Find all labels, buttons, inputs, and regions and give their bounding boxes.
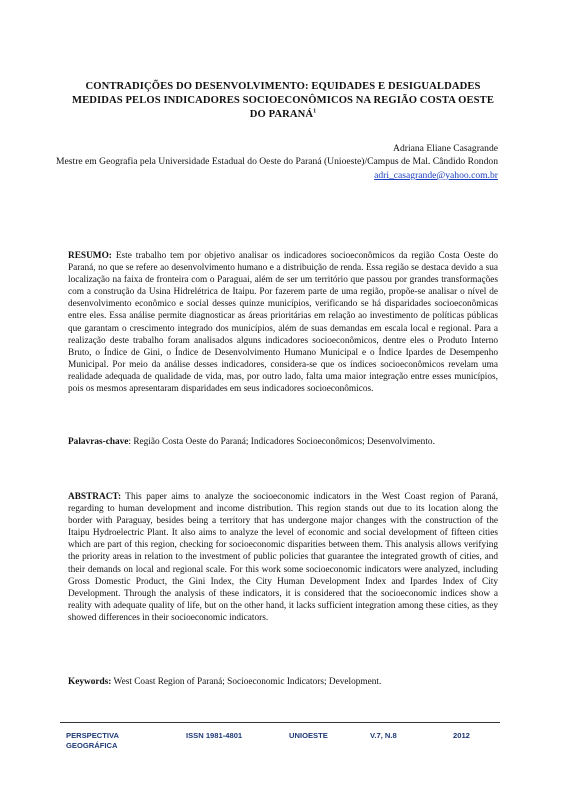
resumo-label: RESUMO:	[68, 251, 112, 261]
author-block	[40, 142, 498, 182]
palavras-chave-text: : Região Costa Oeste do Paraná; Indicadores Socioeconômicos; Desenvolvimento.	[128, 437, 435, 447]
footer-university: UNIOESTE	[289, 731, 328, 740]
author-name: Adriana Eliane Casagrande	[393, 143, 498, 154]
palavras-chave-paragraph	[68, 436, 498, 448]
abstract-paragraph	[68, 491, 498, 624]
resumo-paragraph	[68, 250, 498, 395]
palavras-chave-label: Palavras-chave	[68, 437, 129, 447]
footer-issn: ISSN 1981-4801	[186, 731, 243, 740]
resumo-text: Este trabalho tem por objetivo analisar os indicadores socioeconômicos da região Costa Oeste do Paraná, no que se refere ao desenvolvimento humano e a distribuição de renda. Essa região se destaca devido a sua localização na faixa de fronteira com o Paraguai, além de ser um território que passou por grandes transformações com a construção da Usina Hidrelétrica de Itaipu. Por fazerem parte de uma região, propõe-se analisar o nível de desenvolvimento econômico e social desses quinze municípios, verificando se há disparidades socioeconômicas entre eles. Essa análise permite diagnosticar as áreas prioritárias em relação ao investimento de políticas públicas que garantam o crescimento integrado dos municípios, além de suas demandas em escala local e regional. Para a realização deste trabalho foram analisados alguns indicadores socioeconômicos, dentre eles o Produto Interno Bruto, o Índice de Gini, o Índice de Desenvolvimento Humano Municipal e o Índice Ipardes de Desempenho Municipal. Por meio da análise desses indicadores, considera-se que os índices socioeconômicos revelam uma realidade adequada de qualidade de vida, mas, por outro lado, falta uma maior integração entre esses municípios, pois os mesmos apresentaram disparidades em seus indicadores socioeconômicos.	[68, 251, 498, 395]
author-email-link[interactable]: adri_casagrande@yahoo.com.br	[374, 169, 498, 181]
abstract-label: ABSTRACT:	[68, 492, 122, 502]
paper-title	[70, 80, 496, 122]
keywords-label: Keywords:	[68, 677, 112, 687]
title-footnote-mark: 1	[313, 108, 317, 115]
author-affiliation: Mestre em Geografia pela Universidade Estadual do Oeste do Paraná (Unioeste)/Campus de Mal. Cândido Rondon	[56, 156, 498, 168]
abstract-text: This paper aims to analyze the socioeconomic indicators in the West Coast region of Paraná, regarding to human development and income distribution. This region stands out due to its location along the border with Paraguay, besides being a territory that has undergone major changes with the construction of the Itaipu Hydroelectric Plant. It also aims to analyze the level of economic and social development of fifteen cities which are part of this region, checking for socioeconomic disparities between them. This analysis allows verifying the priority areas in relation to the investment of public policies that guarantee the integrated growth of cities, and their demands on local and regional scale. For this work some socioeconomic indicators were analyzed, including Gross Domestic Product, the Gini Index, the City Human Development Index and Ipardes Index of City Development. Through the analysis of these indicators, it is considered that the socioeconomic indices show a reality with adequate quality of life, but on the other hand, it lacks sufficient integration among these cities, as they showed differences in their socioeconomic indicators.	[68, 492, 498, 623]
footer-divider	[60, 722, 500, 723]
paper-title-text: CONTRADIÇÕES DO DESENVOLVIMENTO: EQUIDADES E DESIGUALDADES MEDIDAS PELOS INDICADORES SOCIOECONÔMICOS NA REGIÃO COSTA OESTE DO PARANÁ	[72, 81, 494, 120]
footer-volume: V.7, N.8	[370, 731, 397, 740]
keywords-paragraph	[68, 676, 498, 688]
footer-year: 2012	[453, 731, 470, 740]
keywords-text: West Coast Region of Paraná; Socioeconomic Indicators; Development.	[111, 677, 382, 687]
footer-journal: PERSPECTIVA GEOGRÁFICA	[66, 731, 119, 750]
